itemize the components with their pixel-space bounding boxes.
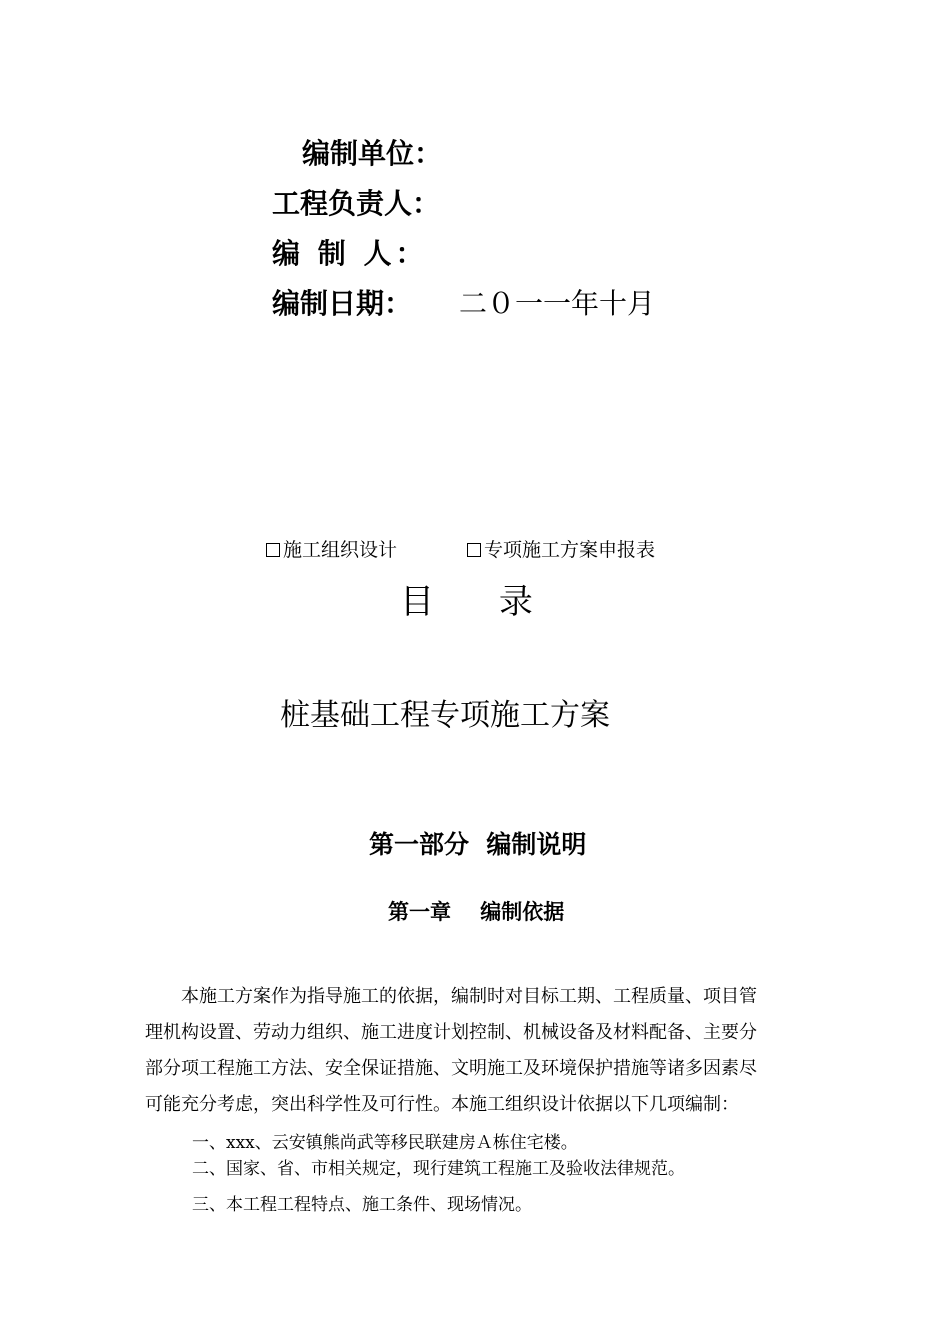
paragraph-line: 部分项工程施工方法、安全保证措施、文明施工及环境保护措施等诸多因素尽	[145, 1058, 757, 1079]
checkbox-icon[interactable]	[266, 543, 280, 557]
chapter-title: 第一章 编制依据	[388, 900, 565, 924]
date-value: 二０一一年十月	[459, 287, 656, 320]
leader-label: 工程负责人：	[272, 187, 441, 220]
main-title: 桩基础工程专项施工方案	[280, 698, 610, 733]
body-paragraph	[145, 979, 810, 1123]
unit-label: 编制单位：	[302, 137, 443, 170]
form-option-1-label: 施工组织设计	[283, 539, 398, 561]
form-option-2[interactable]	[467, 537, 655, 563]
author-label: 编 制 人：	[272, 237, 428, 270]
toc-title: 目 录	[400, 582, 533, 622]
paragraph-line: 本施工方案作为指导施工的依据，编制时对目标工期、工程质量、项目管	[181, 986, 757, 1007]
part-title: 第一部分 编制说明	[369, 830, 587, 859]
paragraph-line: 可能充分考虑，突出科学性及可行性。本施工组织设计依据以下几项编制：	[145, 1094, 739, 1115]
list-item: 一、xxx、云安镇熊尚武等移民联建房Ａ栋住宅楼。	[192, 1133, 578, 1153]
checkbox-icon[interactable]	[467, 543, 481, 557]
form-option-2-label: 专项施工方案申报表	[484, 539, 656, 561]
paragraph-line: 理机构设置、劳动力组织、施工进度计划控制、机械设备及材料配备、主要分	[145, 1022, 757, 1043]
list-item: 二、国家、省、市相关规定，现行建筑工程施工及验收法律规范。	[192, 1159, 685, 1179]
form-option-1[interactable]	[266, 537, 397, 563]
date-label: 编制日期：	[272, 287, 413, 320]
list-item: 三、本工程工程特点、施工条件、现场情况。	[192, 1195, 532, 1215]
